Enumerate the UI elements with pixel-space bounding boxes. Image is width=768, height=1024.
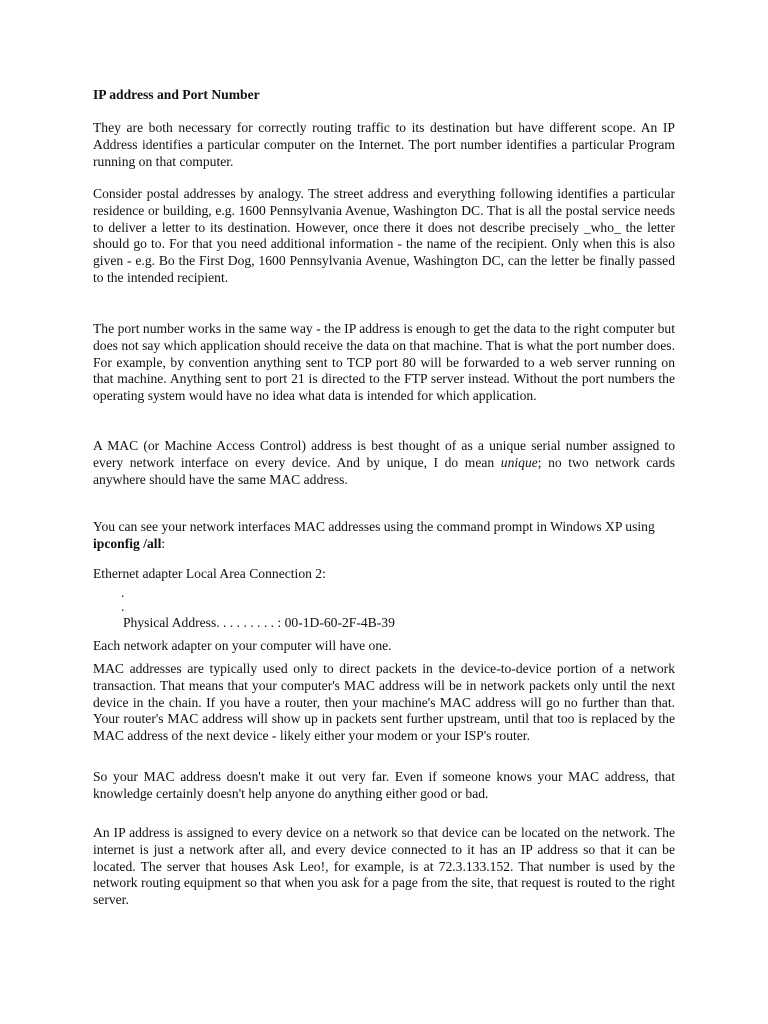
ellipsis-dot: .	[121, 585, 125, 600]
paragraph-mac-usage: MAC addresses are typically used only to direct packets in the device-to-device portion of a network transaction. That means that your computer's MAC address will be in network packets only until the next device in the chain. If you have a router, then your machine's MAC address will go no further than that. Your router's MAC address will show up in packets sent further upstream, until that too is replaced by the MAC address of the next device - likely either your modem or your ISP's router.	[93, 661, 675, 744]
mac-text-start: A MAC (or Machine Access Control) address is best thought of as a unique serial number assigned to every network interface on every device. And by unique, I do mean	[93, 438, 675, 470]
paragraph-each-adapter: Each network adapter on your computer will have one.	[93, 638, 392, 653]
ipconfig-text-end: :	[161, 535, 166, 551]
paragraph-scope: They are both necessary for correctly routing traffic to its destination but have different scope. An IP Address identifies a particular computer on the Internet. The port number identifies a particular Program running on that computer.	[93, 120, 675, 169]
physical-address-line: Physical Address. . . . . . . . . : 00-1D-60-2F-4B-39	[123, 615, 395, 630]
mac-text-end: ; no two network cards anywhere should have the same MAC address.	[93, 454, 675, 487]
paragraph-mac-scope: So your MAC address doesn't make it out very far. Even if someone knows your MAC address, that knowledge certainly doesn't help anyone do anything either good or bad.	[93, 769, 675, 801]
paragraph-ip-address: An IP address is assigned to every device on a network so that device can be located on the network. The internet is just a network after all, and every device connected to it has an IP address so that it can be located. The server that houses Ask Leo!, for example, is at 72.3.133.152. That number is used by the network routing equipment so that when you ask for a page from the site, that request is routed to the right server.	[93, 825, 675, 908]
paragraph-postal-analogy: Consider postal addresses by analogy. The street address and everything following identifies a particular residence or building, e.g. 1600 Pennsylvania Avenue, Washington DC. That is all the postal service needs to deliver a letter to its destination. However, once there it does not describe precisely _who_ the letter should go to. For that you need additional information - the name of the recipient. Only when this is also given - e.g. Bo the First Dog, 1600 Pennsylvania Avenue, Washington DC, can the letter be finally passed to the intended recipient.	[93, 186, 675, 285]
ellipsis-dot: .	[121, 599, 125, 614]
adapter-heading: Ethernet adapter Local Area Connection 2:	[93, 566, 326, 581]
document-title: IP address and Port Number	[93, 87, 260, 102]
command-ipconfig: ipconfig /all	[93, 535, 162, 551]
paragraph-ipconfig	[93, 519, 675, 553]
emphasis-unique: unique	[500, 454, 538, 470]
paragraph-port-number: The port number works in the same way - the IP address is enough to get the data to the right computer but does not say which application should receive the data on that machine. That is what the port number does. For example, by convention anything sent to TCP port 80 will be forwarded to a web server running on that machine. Anything sent to port 21 is directed to the FTP server instead. Without the port numbers the operating system would have no idea what data is intended for which application.	[93, 321, 675, 404]
ipconfig-text-start: You can see your network interfaces MAC addresses using the command prompt in Windows XP using	[93, 519, 655, 534]
paragraph-mac-address	[93, 438, 675, 488]
